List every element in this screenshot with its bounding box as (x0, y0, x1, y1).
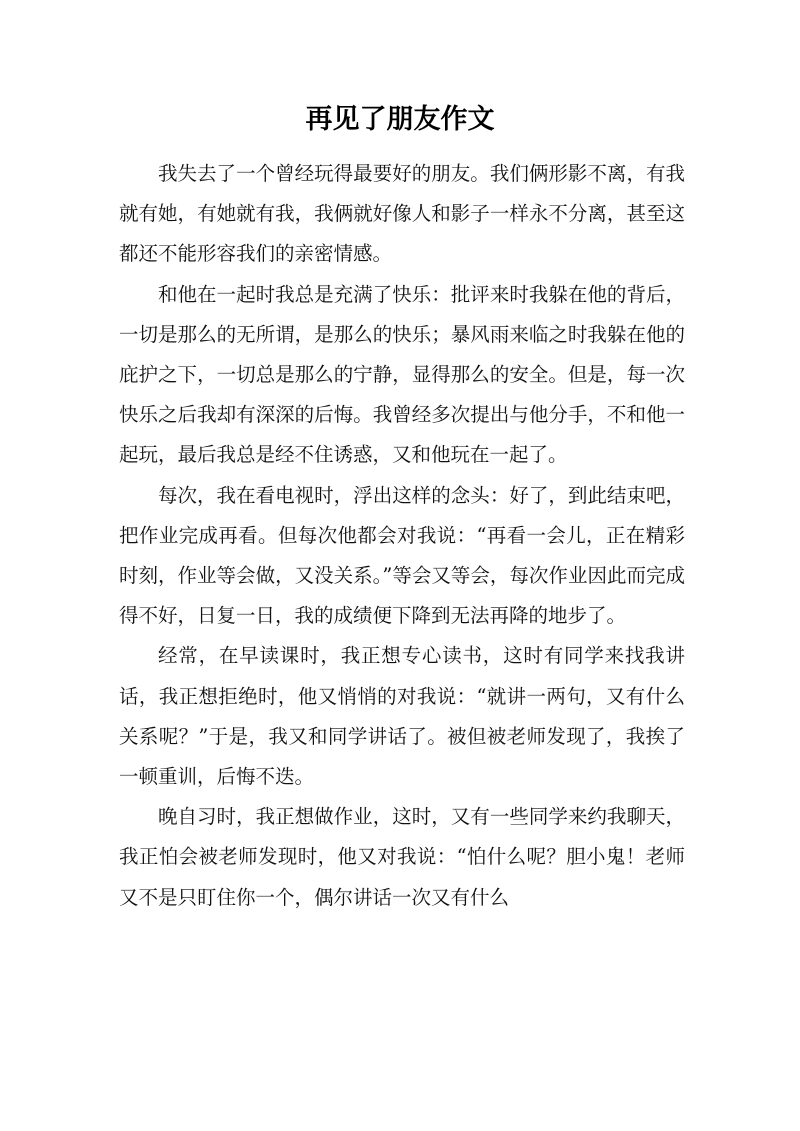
paragraph-1: 我失去了一个曾经玩得最要好的朋友。我们俩形影不离，有我就有她，有她就有我，我俩就好像人和影子一样永不分离，甚至这都还不能形容我们的亲密情感。 (119, 162, 685, 266)
paragraph-3: 每次，我在看电视时，浮出这样的念头：好了，到此结束吧，把作业完成再看。但每次他都会对我说：“再看一会儿，正在精彩时刻，作业等会做，又没关系。”等会又等会，每次作业因此而完成得不好，日复一日，我的成绩便下降到无法再降的地步了。 (119, 483, 685, 628)
document-body (119, 154, 685, 918)
paragraph-4: 经常，在早读课时，我正想专心读书，这时有同学来找我讲话，我正想拒绝时，他又悄悄的对我说：“就讲一两句，又有什么关系呢？”于是，我又和同学讲话了。被但被老师发现了，我挨了一顿重训，后悔不迭。 (119, 644, 685, 789)
document-title: 再见了朋友作文 (305, 104, 495, 135)
paragraph-2: 和他在一起时我总是充满了快乐：批评来时我躲在他的背后，一切是那么的无所谓，是那么的快乐；暴风雨来临之时我躲在他的庇护之下，一切总是那么的宁静，显得那么的安全。但是，每一次快乐之后我却有深深的后悔。我曾经多次提出与他分手，不和他一起玩，最后我总是经不住诱惑，又和他玩在一起了。 (119, 282, 685, 467)
paragraph-5: 晚自习时，我正想做作业，这时，又有一些同学来约我聊天，我正怕会被老师发现时，他又对我说：“怕什么呢？胆小鬼！老师又不是只盯住你一个，偶尔讲话一次又有什么 (119, 805, 685, 909)
